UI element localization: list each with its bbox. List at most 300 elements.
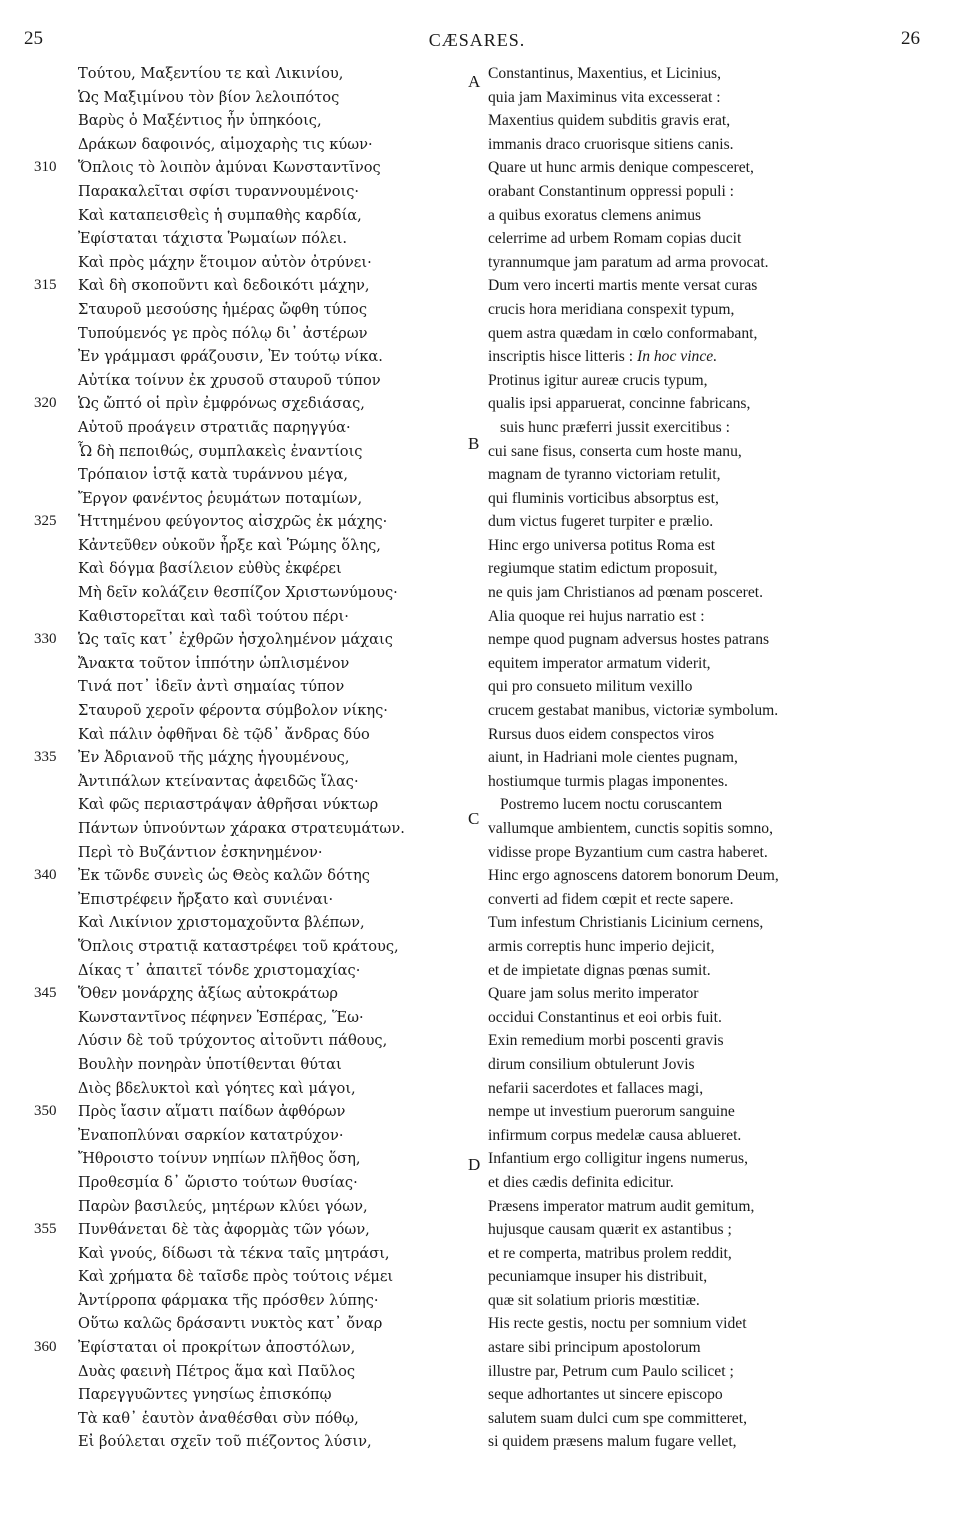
latin-verse-line bbox=[470, 156, 940, 180]
latin-verse-text bbox=[488, 1147, 748, 1171]
greek-verse-text: Καὶ γνούς, δίδωσι τὰ τέκνα ταῖς μητράσι, bbox=[78, 1244, 390, 1262]
latin-verse-text bbox=[488, 982, 698, 1006]
verse-number: 310 bbox=[34, 159, 57, 176]
verse-number: 355 bbox=[34, 1221, 57, 1238]
greek-verse-line bbox=[34, 1124, 474, 1148]
latin-verse-text bbox=[488, 652, 711, 676]
verse-number: 320 bbox=[34, 395, 57, 412]
latin-verse-line bbox=[470, 675, 940, 699]
latin-text-segment: quia jam Maximinus vita excesserat : bbox=[488, 88, 721, 106]
latin-verse-line bbox=[470, 1289, 940, 1313]
greek-verse-text: Διὸς βδελυκτοὶ καὶ γόητες καὶ μάγοι, bbox=[78, 1079, 356, 1097]
latin-verse-text bbox=[488, 440, 742, 464]
latin-verse-line bbox=[470, 392, 940, 416]
latin-verse-line bbox=[470, 1171, 940, 1195]
greek-verse-text: Παρὼν βασιλεύς, μητέρων κλύει γόων, bbox=[78, 1197, 368, 1215]
greek-verse-text: Περὶ τὸ Βυζάντιον ἐσκηνημένον· bbox=[78, 843, 323, 861]
latin-verse-line bbox=[470, 770, 940, 794]
running-title: CÆSARES. bbox=[428, 30, 526, 50]
latin-verse-text bbox=[488, 487, 719, 511]
greek-verse-text: Ἐπιστρέφειν ἤρξατο καὶ συνιέναι· bbox=[78, 890, 334, 908]
latin-text-segment: si quidem præsens malum fugare vellet, bbox=[488, 1433, 737, 1451]
latin-text-segment: Postremo lucem noctu coruscantem bbox=[500, 796, 723, 814]
latin-text-segment: suis hunc præferri jussit exercitibus : bbox=[500, 418, 730, 436]
greek-verse-text: Ἀντιπάλων κτείναντας ἀφειδῶς ἴλας· bbox=[78, 772, 359, 790]
latin-verse-text bbox=[488, 298, 734, 322]
latin-verse-line bbox=[470, 180, 940, 204]
latin-verse-text bbox=[488, 605, 705, 629]
greek-verse-line bbox=[34, 416, 474, 440]
greek-verse-text: Σταυροῦ μεσούσης ἡμέρας ὤφθη τύπος bbox=[78, 300, 367, 318]
latin-text-segment: Tum infestum Christianis Licinium cernens, bbox=[488, 914, 764, 932]
latin-verse-text bbox=[488, 463, 721, 487]
latin-verse-line bbox=[470, 652, 940, 676]
latin-verse-text bbox=[488, 1383, 723, 1407]
greek-verse-text: Ἐν Ἀδριανοῦ τῆς μάχης ἡγουμένους, bbox=[78, 749, 350, 767]
greek-verse-text: Ὅπλοις τὸ λοιπὸν ἀμύναι Κωνσταντῖνος bbox=[78, 159, 381, 177]
greek-verse-text: Ἡττημένου φεύγοντος αἰσχρῶς ἐκ μάχης· bbox=[78, 513, 388, 531]
greek-verse-text: Ἔργον φανέντος ῥευμάτων ποταμίων, bbox=[78, 489, 363, 507]
greek-verse-line bbox=[34, 86, 474, 110]
latin-text-segment: ne quis jam Christianos ad pœnam posceret. bbox=[488, 584, 763, 602]
verse-number: 325 bbox=[34, 513, 57, 530]
greek-verse-line bbox=[34, 463, 474, 487]
greek-verse-line bbox=[34, 204, 474, 228]
latin-verse-line bbox=[468, 1147, 940, 1175]
greek-verse-line bbox=[34, 369, 474, 393]
latin-text-segment: infirmum corpus medelæ causa ablueret. bbox=[488, 1126, 742, 1144]
greek-verse-line bbox=[34, 1171, 474, 1195]
greek-verse-line bbox=[34, 440, 474, 464]
greek-verse-line bbox=[34, 746, 474, 770]
greek-verse-line bbox=[34, 1336, 474, 1360]
latin-verse-line bbox=[470, 982, 940, 1006]
latin-verse-text bbox=[488, 935, 714, 959]
greek-verse-text: Σταυροῦ χεροῖν φέροντα σύμβολον νίκης· bbox=[78, 702, 388, 720]
latin-verse-text bbox=[488, 1289, 700, 1313]
greek-verse-text: Ἐν γράμμασι φράζουσιν, Ἐν τούτῳ νίκα. bbox=[78, 348, 383, 366]
greek-verse-line bbox=[34, 1218, 474, 1242]
latin-verse-line bbox=[470, 1336, 940, 1360]
greek-verse-line bbox=[34, 392, 474, 416]
latin-text-segment: Dum vero incerti martis mente versat curas bbox=[488, 277, 758, 295]
latin-verse-text bbox=[488, 510, 713, 534]
latin-verse-line bbox=[470, 1430, 940, 1454]
latin-verse-line bbox=[470, 1100, 940, 1124]
latin-verse-line bbox=[470, 298, 940, 322]
latin-text-segment: Hinc ergo agnoscens datorem bonorum Deum, bbox=[488, 867, 779, 885]
greek-verse-line bbox=[34, 1407, 474, 1431]
greek-verse-text: Ἤθροιστο τοίνυν νηπίων πλῆθος ὅση, bbox=[78, 1150, 361, 1168]
greek-verse-line bbox=[34, 959, 474, 983]
greek-verse-text: Λύσιν δὲ τοῦ τρύχοντος αἰτοῦντι πάθους, bbox=[78, 1032, 388, 1050]
latin-verse-text bbox=[488, 1124, 741, 1148]
latin-text-segment: His recte gestis, noctu per somnium videt bbox=[488, 1315, 747, 1333]
latin-text-segment: nempe ut investium puerorum sanguine bbox=[488, 1103, 735, 1121]
latin-verse-line bbox=[470, 581, 940, 605]
latin-verse-text bbox=[488, 1360, 734, 1384]
latin-verse-line bbox=[470, 817, 940, 841]
latin-verse-text bbox=[488, 723, 714, 747]
greek-verse-line bbox=[34, 298, 474, 322]
latin-text-segment: inscriptis hisce litteris : bbox=[488, 348, 637, 366]
greek-verse-text: Καὶ πάλιν ὀφθῆναι δὲ τῷδ᾽ ἄνδρας δύο bbox=[78, 725, 370, 743]
greek-verse-text: Κωνσταντῖνος πέφηνεν Ἑσπέρας, Ἕω· bbox=[78, 1008, 364, 1026]
greek-verse-text: Καὶ χρήματα δὲ ταῖσδε πρὸς τούτοις νέμει bbox=[78, 1268, 394, 1286]
latin-verse-line bbox=[470, 1006, 940, 1030]
latin-verse-text bbox=[488, 675, 692, 699]
greek-verse-text: Ἐναποπλύναι σαρκίον κατατρύχον· bbox=[78, 1126, 344, 1144]
greek-verse-line bbox=[34, 487, 474, 511]
latin-verse-line bbox=[470, 911, 940, 935]
latin-text-segment: Constantinus, Maxentius, et Licinius, bbox=[488, 65, 722, 82]
latin-text-segment: celerrime ad urbem Romam copias ducit bbox=[488, 230, 742, 248]
latin-text-segment: Præsens imperator matrum audit gemitum, bbox=[488, 1197, 755, 1215]
latin-text-segment: Quare jam solus merito imperator bbox=[488, 985, 699, 1003]
latin-verse-text bbox=[488, 180, 734, 204]
greek-verse-line bbox=[34, 274, 474, 298]
greek-verse-text: Καὶ καταπεισθεὶς ἡ συμπαθὴς καρδία, bbox=[78, 206, 362, 224]
greek-verse-line bbox=[34, 1265, 474, 1289]
latin-verse-line bbox=[470, 1360, 940, 1384]
latin-verse-text bbox=[488, 1100, 735, 1124]
latin-verse-line bbox=[470, 1312, 940, 1336]
latin-verse-text bbox=[500, 793, 722, 817]
greek-verse-line bbox=[34, 1029, 474, 1053]
latin-verse-line bbox=[470, 463, 940, 487]
latin-text-segment: nempe quod pugnam adversus hostes patrans bbox=[488, 631, 770, 649]
greek-verse-line bbox=[34, 1242, 474, 1266]
greek-verse-text: Τρόπαιον ἱστᾷ κατὰ τυράννου μέγα, bbox=[78, 466, 349, 484]
greek-verse-text: Καὶ φῶς περιαστράψαν ἀθρῆσαι νύκτωρ bbox=[78, 796, 379, 814]
latin-verse-line bbox=[470, 699, 940, 723]
latin-verse-line bbox=[470, 109, 940, 133]
greek-verse-line bbox=[34, 1100, 474, 1124]
greek-verse-text: Ἐκ τῶνδε συνεὶς ὡς Θεὸς καλῶν δότης bbox=[78, 867, 370, 885]
latin-text-segment: nefarii sacerdotes et fallaces magi, bbox=[488, 1079, 704, 1097]
greek-verse-text: Πάντων ὑπνούντων χάρακα στρατευμάτων. bbox=[78, 820, 405, 837]
latin-verse-text bbox=[488, 1407, 747, 1431]
greek-verse-line bbox=[34, 770, 474, 794]
latin-verse-text bbox=[488, 274, 757, 298]
latin-verse-line bbox=[470, 1195, 940, 1219]
verse-number: 345 bbox=[34, 985, 57, 1002]
greek-verse-line bbox=[34, 652, 474, 676]
latin-text-segment: vallumque ambientem, cunctis sopitis somno, bbox=[488, 820, 773, 837]
latin-text-segment: aiunt, in Hadriani mole cientes pugnam, bbox=[488, 749, 738, 767]
latin-text-segment: magnam de tyranno victoriam retulit, bbox=[488, 466, 721, 484]
section-marker: A bbox=[468, 72, 481, 91]
greek-verse-text: Τινά ποτ᾽ ἰδεῖν ἀντὶ σημαίας τύπον bbox=[78, 678, 345, 696]
verse-number: 335 bbox=[34, 749, 57, 766]
inscription-italic: In hoc vince. bbox=[637, 348, 718, 366]
latin-verse-text bbox=[488, 959, 711, 983]
greek-verse-text: Δράκων δαφοινός, αἱμοχαρὴς τις κύων· bbox=[78, 135, 373, 153]
verse-number: 360 bbox=[34, 1339, 57, 1356]
latin-text-segment: Maxentius quidem subditis gravis erat, bbox=[488, 112, 731, 130]
verse-number: 330 bbox=[34, 631, 57, 648]
latin-text-segment: hostiumque turmis plagas imponentes. bbox=[488, 772, 728, 790]
greek-verse-text: Ἀντίρροπα φάρμακα τῆς πρόσθεν λύπης· bbox=[78, 1291, 379, 1309]
latin-translation-column bbox=[470, 62, 940, 1454]
latin-verse-text bbox=[488, 628, 769, 652]
greek-verse-text: Ὅπλοις στρατιᾷ καταστρέφει τοῦ κράτους, bbox=[78, 937, 399, 955]
latin-verse-text bbox=[488, 369, 708, 393]
greek-verse-line bbox=[34, 699, 474, 723]
greek-verse-line bbox=[34, 322, 474, 346]
greek-verse-text: Ὡς Μαξιμίνου τὸν βίον λελοιπότος bbox=[78, 88, 340, 106]
greek-verse-line bbox=[34, 1289, 474, 1313]
greek-verse-text: Οὕτω καλῶς δράσαντι νυκτὸς κατ᾽ ὄναρ bbox=[78, 1315, 383, 1333]
latin-text-segment: occidui Constantinus et eoi orbis fuit. bbox=[488, 1008, 722, 1026]
latin-text-segment: illustre par, Petrum cum Paulo scilicet ; bbox=[488, 1362, 734, 1380]
latin-verse-text bbox=[488, 911, 763, 935]
greek-verse-text: Δυὰς φαεινὴ Πέτρος ἅμα καὶ Παῦλος bbox=[78, 1362, 356, 1380]
latin-verse-line bbox=[470, 1265, 940, 1289]
greek-verse-line bbox=[34, 1430, 474, 1454]
latin-verse-text bbox=[488, 534, 715, 558]
latin-verse-line bbox=[470, 864, 940, 888]
latin-text-segment: crucis hora meridiana conspexit typum, bbox=[488, 300, 735, 318]
greek-verse-line bbox=[34, 1383, 474, 1407]
verse-number: 350 bbox=[34, 1103, 57, 1120]
greek-verse-text: Καὶ πρὸς μάχην ἕτοιμον αὐτὸν ὀτρύνει· bbox=[78, 253, 372, 271]
greek-verse-line bbox=[34, 793, 474, 817]
latin-verse-line bbox=[470, 1407, 940, 1431]
latin-text-segment: pecuniamque insuper his distribuit, bbox=[488, 1268, 708, 1286]
latin-verse-line bbox=[470, 133, 940, 157]
latin-text-segment: converti ad fidem cœpit et recte sapere. bbox=[488, 890, 734, 908]
latin-text-segment: Alia quoque rei hujus narratio est : bbox=[488, 607, 705, 625]
latin-verse-line bbox=[470, 227, 940, 251]
latin-verse-text bbox=[488, 557, 718, 581]
latin-text-segment: et re comperta, matribus prolem reddit, bbox=[488, 1244, 732, 1262]
page-number-left: 25 bbox=[24, 28, 43, 49]
greek-verse-text: Πυνθάνεται δὲ τὰς ἀφορμὰς τῶν γόων, bbox=[78, 1221, 370, 1239]
greek-verse-line bbox=[34, 62, 474, 86]
latin-text-segment: cui sane fisus, conserta cum hoste manu, bbox=[488, 442, 742, 460]
greek-verse-text: Δίκας τ᾽ ἀπαιτεῖ τόνδε χριστομαχίας· bbox=[78, 961, 361, 979]
latin-text-segment: Exin remedium morbi poscenti gravis bbox=[488, 1032, 724, 1050]
latin-text-segment: tyrannumque jam paratum ad arma provocat. bbox=[488, 253, 769, 271]
latin-text-segment: et de impietate dignas pœnas sumit. bbox=[488, 961, 711, 979]
latin-verse-text bbox=[488, 1053, 695, 1077]
greek-verse-text: Βουλὴν πονηρὰν ὑποτίθενται θύται bbox=[78, 1055, 342, 1073]
latin-text-segment: dirum consilium obtulerunt Jovis bbox=[488, 1055, 695, 1073]
latin-verse-line bbox=[468, 62, 940, 91]
latin-text-segment: Quare ut hunc armis denique compesceret, bbox=[488, 159, 754, 177]
latin-text-segment: equitem imperator armatum viderit, bbox=[488, 654, 711, 672]
greek-verse-line bbox=[34, 345, 474, 369]
greek-verse-text: Καὶ Λικίνιον χριστομαχοῦντα βλέπων, bbox=[78, 914, 365, 932]
greek-verse-text: Παρεγγυῶντες γνησίως ἐπισκόπῳ bbox=[78, 1386, 332, 1404]
greek-verse-text: Ὡς ταῖς κατ᾽ ἐχθρῶν ἠσχολημένον μάχαις bbox=[78, 631, 393, 649]
latin-verse-text bbox=[488, 345, 717, 369]
latin-verse-text bbox=[488, 581, 763, 605]
greek-verse-line bbox=[34, 982, 474, 1006]
latin-text-segment: orabant Constantinum oppressi populi : bbox=[488, 182, 735, 200]
greek-verse-text: Ἄνακτα τοῦτον ἱππότην ὡπλισμένον bbox=[78, 654, 350, 672]
greek-verse-line bbox=[34, 581, 474, 605]
latin-verse-line bbox=[470, 1218, 940, 1242]
section-marker: D bbox=[468, 1155, 481, 1175]
greek-verse-line bbox=[34, 1077, 474, 1101]
section-marker: C bbox=[468, 809, 480, 829]
latin-verse-line bbox=[470, 487, 940, 511]
latin-verse-line bbox=[470, 605, 940, 629]
greek-verse-line bbox=[34, 251, 474, 275]
greek-verse-text: Αὐτίκα τοίνυν ἐκ χρυσοῦ σταυροῦ τύπον bbox=[78, 371, 381, 389]
latin-text-segment: crucem gestabat manibus, victoriæ symbolum. bbox=[488, 702, 779, 720]
latin-verse-text bbox=[488, 1218, 732, 1242]
greek-verse-text: Καθιστορεῖται καὶ ταδὶ τούτου πέρι· bbox=[78, 607, 349, 625]
greek-verse-text: Καὶ δὴ σκοποῦντι καὶ δεδοικότι μάχην, bbox=[78, 277, 370, 295]
latin-text-segment: quem astra quædam in cœlo conformabant, bbox=[488, 324, 758, 342]
latin-text-segment: et dies cædis definita edicitur. bbox=[488, 1173, 674, 1191]
latin-verse-line bbox=[470, 628, 940, 652]
greek-verse-line bbox=[34, 109, 474, 133]
greek-verse-text: Τὰ καθ᾽ ἑαυτὸν ἀναθέσθαι σὺν πόθῳ, bbox=[78, 1409, 359, 1427]
latin-text-segment: immanis draco cruorisque sitiens canis. bbox=[488, 135, 734, 153]
latin-text-segment: Protinus igitur aureæ crucis typum, bbox=[488, 371, 708, 389]
greek-verse-text: Αὐτοῦ προάγειν στρατιᾶς παρηγγύα· bbox=[78, 418, 351, 436]
greek-verse-line bbox=[34, 675, 474, 699]
latin-text-segment: seque adhortantes ut sincere episcopo bbox=[488, 1386, 723, 1404]
latin-verse-text bbox=[488, 86, 721, 110]
latin-verse-text bbox=[488, 1077, 703, 1101]
greek-verse-text: Ὧ δὴ πεποιθώς, συμπλακεὶς ἐναντίοις bbox=[78, 442, 363, 460]
latin-verse-text bbox=[488, 1171, 674, 1195]
greek-verse-line bbox=[34, 180, 474, 204]
latin-verse-text bbox=[488, 841, 768, 865]
latin-verse-text bbox=[488, 133, 734, 157]
latin-verse-line bbox=[470, 1029, 940, 1053]
greek-verse-line bbox=[34, 510, 474, 534]
greek-verse-line bbox=[34, 911, 474, 935]
latin-verse-line bbox=[470, 534, 940, 558]
page-number-right: 26 bbox=[901, 28, 920, 49]
latin-verse-line bbox=[470, 935, 940, 959]
latin-verse-text bbox=[488, 699, 778, 723]
latin-verse-line bbox=[470, 510, 940, 534]
latin-verse-line bbox=[470, 841, 940, 865]
latin-verse-text bbox=[488, 251, 769, 275]
greek-verse-text: Πρὸς ἴασιν αἵματι παίδων ἀφθόρων bbox=[78, 1103, 346, 1121]
section-marker: B bbox=[468, 433, 480, 453]
latin-verse-line bbox=[470, 274, 940, 298]
latin-text-segment: hujusque causam quærit ex astantibus ; bbox=[488, 1221, 732, 1239]
greek-verse-line bbox=[34, 534, 474, 558]
latin-verse-text bbox=[488, 156, 754, 180]
latin-verse-line bbox=[470, 251, 940, 275]
verse-number: 340 bbox=[34, 867, 57, 884]
greek-verse-text: Τυπούμενός γε πρὸς πόλῳ δι᾽ ἀστέρων bbox=[78, 324, 368, 342]
latin-text-segment: qui fluminis vorticibus absorptus est, bbox=[488, 489, 719, 507]
greek-verse-text: Εἰ βούλεται σχεῖν τοῦ πιέζοντος λύσιν, bbox=[78, 1433, 372, 1451]
latin-verse-line bbox=[470, 86, 940, 110]
latin-verse-line bbox=[470, 723, 940, 747]
greek-verse-line bbox=[34, 557, 474, 581]
latin-verse-text bbox=[488, 62, 721, 86]
latin-verse-text bbox=[488, 204, 701, 228]
greek-verse-text: Ὅθεν μονάρχης ἀξίως αὐτοκράτωρ bbox=[78, 985, 338, 1003]
greek-verse-line bbox=[34, 133, 474, 157]
greek-verse-text: Προθεσμία δ᾽ ὥριστο τούτων θυσίας· bbox=[78, 1173, 358, 1191]
latin-verse-line bbox=[470, 1124, 940, 1148]
latin-verse-line bbox=[470, 746, 940, 770]
latin-verse-line bbox=[470, 557, 940, 581]
greek-verse-line bbox=[34, 1360, 474, 1384]
greek-verse-text: Ἐφίσταται τάχιστα Ῥωμαίων πόλει. bbox=[78, 230, 348, 248]
latin-text-segment: Infantium ergo colligitur ingens numerus, bbox=[488, 1150, 748, 1168]
latin-verse-text bbox=[488, 1265, 707, 1289]
latin-verse-text bbox=[488, 322, 757, 346]
greek-verse-text: Μὴ δεῖν κολάζειν θεσπίζον Χριστωνύμους· bbox=[78, 584, 398, 602]
latin-verse-line bbox=[470, 322, 940, 346]
latin-verse-text bbox=[488, 1336, 701, 1360]
latin-verse-text bbox=[488, 1029, 724, 1053]
latin-verse-text bbox=[488, 1430, 737, 1454]
latin-text-segment: armis correptis hunc imperio dejicit, bbox=[488, 937, 715, 955]
latin-verse-text bbox=[488, 1006, 722, 1030]
latin-verse-line bbox=[470, 1383, 940, 1407]
latin-verse-line bbox=[470, 1077, 940, 1101]
greek-verse-line bbox=[34, 1053, 474, 1077]
latin-verse-line bbox=[470, 888, 940, 912]
latin-verse-line bbox=[470, 369, 940, 393]
latin-verse-text bbox=[488, 1242, 732, 1266]
page-header bbox=[0, 0, 954, 60]
greek-verse-line bbox=[34, 888, 474, 912]
greek-verse-line bbox=[34, 723, 474, 747]
latin-verse-line bbox=[470, 1242, 940, 1266]
latin-verse-text bbox=[500, 416, 730, 440]
greek-verse-line bbox=[34, 817, 474, 841]
latin-text-segment: astare sibi principum apostolorum bbox=[488, 1339, 701, 1357]
latin-verse-text bbox=[488, 817, 773, 841]
greek-verse-line bbox=[34, 1312, 474, 1336]
greek-verse-line bbox=[34, 628, 474, 652]
greek-verse-text: Παρακαλεῖται σφίσι τυραννουμένοις· bbox=[78, 182, 360, 200]
greek-verse-text: Τούτου, Μαξεντίου τε καὶ Λικινίου, bbox=[78, 65, 344, 82]
greek-verse-line bbox=[34, 864, 474, 888]
latin-text-segment: regiumque statim edictum proposuit, bbox=[488, 560, 718, 578]
greek-verse-line bbox=[34, 605, 474, 629]
latin-text-segment: Hinc ergo universa potitus Roma est bbox=[488, 536, 716, 554]
greek-verse-text: Ὡς ὤπτό οἱ πρὶν ἐμφρόνως σχεδιάσας, bbox=[78, 395, 365, 413]
latin-text-segment: salutem suam dulci cum spe committeret, bbox=[488, 1409, 747, 1427]
latin-verse-line bbox=[470, 440, 940, 464]
latin-text-segment: a quibus exoratus clemens animus bbox=[488, 206, 702, 224]
greek-verse-line bbox=[34, 841, 474, 865]
latin-text-segment: vidisse prope Byzantium cum castra haberet. bbox=[488, 843, 768, 861]
greek-verse-text: Ἐφίσταται οἱ προκρίτων ἀποστόλων, bbox=[78, 1339, 356, 1357]
latin-verse-line bbox=[470, 345, 940, 369]
greek-verse-line bbox=[34, 935, 474, 959]
greek-verse-line bbox=[34, 156, 474, 180]
latin-verse-text bbox=[488, 109, 730, 133]
latin-verse-text bbox=[488, 227, 741, 251]
latin-verse-text bbox=[488, 392, 750, 416]
latin-text-segment: dum victus fugeret turpiter e prælio. bbox=[488, 513, 714, 531]
latin-text-segment: quæ sit solatium prioris mœstitiæ. bbox=[488, 1291, 700, 1309]
greek-text-column bbox=[34, 62, 474, 1454]
greek-verse-text: Καὶ δόγμα βασίλειον εὐθὺς ἐκφέρει bbox=[78, 560, 342, 578]
latin-verse-text bbox=[488, 888, 733, 912]
verse-number: 315 bbox=[34, 277, 57, 294]
latin-text-segment: qui pro consueto militum vexillo bbox=[488, 678, 693, 696]
latin-verse-text bbox=[488, 864, 779, 888]
